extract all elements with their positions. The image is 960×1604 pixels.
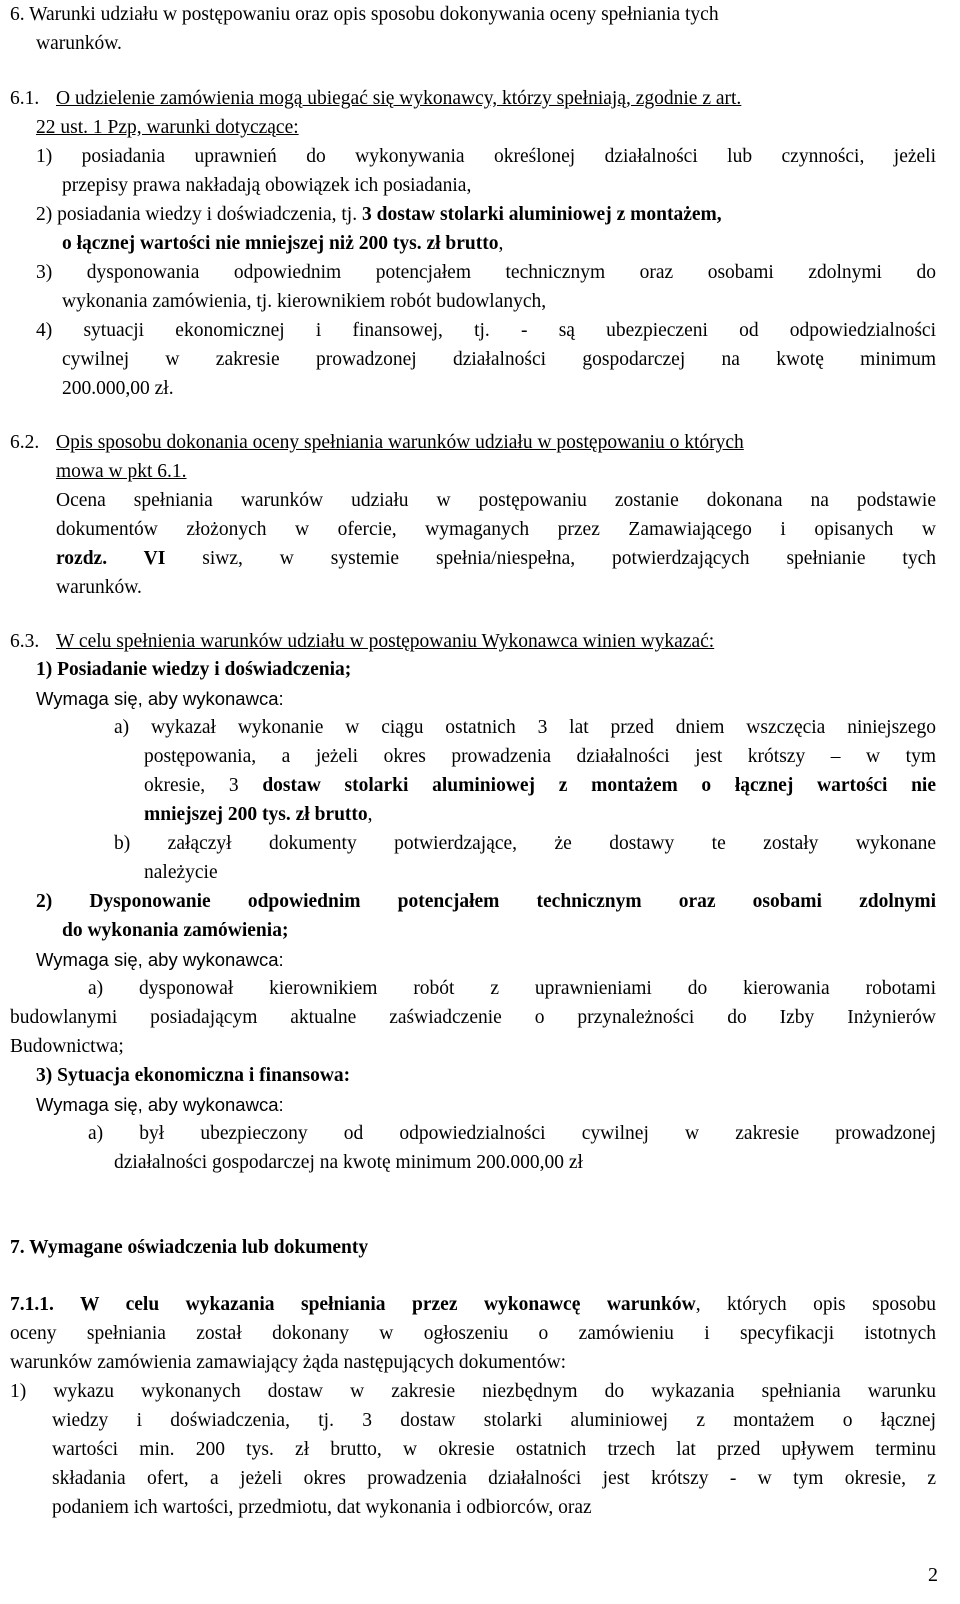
requirement-2-heading-line2: do wykonania zamówienia;: [62, 920, 289, 941]
condition-2-line1: [36, 200, 722, 229]
condition-2-value: o łącznej wartości nie mniejszej niż 200 tys. zł brutto: [62, 233, 499, 254]
section-6-1-line2-text: 22 ust. 1 Pzp, warunki dotyczące:: [36, 117, 299, 138]
requirement-2a-line2: budowlanymi posiadającym aktualne zaświadczenie o przynależności do Izby Inżynierów: [10, 1007, 936, 1028]
condition-3-line2: wykonania zamówienia, tj. kierownikiem robót budowlanych,: [62, 291, 547, 312]
section-7-1-1-line2: oceny spełniania został dokonany w ogłoszeniu o zamówieniu i specyfikacji istotnych: [10, 1323, 936, 1344]
requirement-3-heading: 3) Sytuacja ekonomiczna i finansowa:: [36, 1065, 351, 1086]
page-number: 2: [928, 1564, 938, 1586]
document-1-line3: wartości min. 200 tys. zł brutto, w okresie ostatnich trzech lat przed upływem terminu: [52, 1439, 936, 1460]
section-6-2-number: 6.2.: [10, 432, 40, 453]
requirement-3-intro: Wymaga się, aby wykonawca:: [36, 1094, 284, 1115]
requirement-1a-value: mniejszej 200 tys. zł brutto: [144, 804, 368, 825]
section-6-2-title-line1: Opis sposobu dokonania oceny spełniania warunków udziału w postępowaniu o których: [56, 432, 744, 453]
section-6-3-number: 6.3.: [10, 631, 40, 652]
condition-1-line1: 1) posiadania uprawnień do wykonywania określonej działalności lub czynności, jeżeli: [36, 146, 936, 167]
condition-4-line3: 200.000,00 zł.: [62, 378, 174, 399]
document-1-line4: składania ofert, a jeżeli okres prowadzenia działalności jest krótszy - w tym okresie, z: [52, 1468, 936, 1489]
condition-2-line2: [62, 229, 503, 258]
condition-1-line2: przepisy prawa nakładają obowiązek ich posiadania,: [62, 175, 472, 196]
section-7-1-1-line1: [10, 1290, 936, 1319]
requirement-2-intro: Wymaga się, aby wykonawca:: [36, 949, 284, 970]
section-6-2-ref: rozdz. VI: [56, 548, 166, 569]
condition-4-line1: 4) sytuacji ekonomicznej i finansowej, tj. - są ubezpieczeni od odpowiedzialności: [36, 320, 936, 341]
requirement-1a-line1: a) wykazał wykonanie w ciągu ostatnich 3 lat przed dniem wszczęcia niniejszego: [114, 717, 936, 738]
requirement-3a-line2: działalności gospodarczej na kwotę minimum 200.000,00 zł: [114, 1152, 583, 1173]
section-6-2-para-line2: dokumentów złożonych w ofercie, wymaganych przez Zamawiającego i opisanych w: [56, 519, 936, 540]
section-6-1-line2: [36, 113, 299, 142]
requirement-1a-comma: ,: [367, 804, 373, 825]
requirement-1a-line4: [144, 800, 373, 829]
condition-2-bold: 3 dostaw stolarki aluminiowej z montażem,: [361, 204, 722, 225]
requirement-1a-line3-text: okresie, 3: [144, 775, 263, 796]
requirement-1b-line1: b) załączył dokumenty potwierdzające, że dostawy te zostały wykonane: [114, 833, 936, 854]
requirement-2-heading-line1: 2) Dysponowanie odpowiednim potencjałem technicznym oraz osobami zdolnymi: [36, 891, 936, 912]
requirement-1a-line2: postępowania, a jeżeli okres prowadzenia działalności jest krótszy – w tym: [144, 746, 936, 767]
condition-2-comma: ,: [498, 233, 504, 254]
section-6-heading-line1: 6. Warunki udziału w postępowaniu oraz opis sposobu dokonywania oceny spełniania tych: [10, 4, 719, 25]
section-7-heading: 7. Wymagane oświadczenia lub dokumenty: [10, 1237, 369, 1258]
section-6-3-title: W celu spełnienia warunków udziału w postępowaniu Wykonawca winien wykazać:: [56, 631, 715, 652]
section-6-2-para-line4: warunków.: [56, 577, 142, 598]
document-1-line2: wiedzy i doświadczenia, tj. 3 dostaw stolarki aluminiowej z montażem o łącznej: [52, 1410, 936, 1431]
requirement-1a-line3-bold: dostaw stolarki aluminiowej z montażem o łącznej wartości nie: [262, 775, 937, 796]
section-6-2-para-line3-text: siwz, w systemie spełnia/niespełna, potwierdzających spełnianie tych: [165, 548, 937, 569]
section-6-heading-line2: warunków.: [36, 33, 122, 54]
section-7-1-1-line1-text: , których opis sposobu: [695, 1294, 937, 1315]
section-7-1-1-line3: warunków zamówienia zamawiający żąda następujących dokumentów:: [10, 1352, 567, 1373]
requirement-3a-line1: a) był ubezpieczony od odpowiedzialności cywilnej w zakresie prowadzonej: [88, 1123, 936, 1144]
requirement-1a-line3: [144, 771, 936, 800]
section-6-2-title-line2: mowa w pkt 6.1.: [56, 461, 187, 482]
requirement-1-heading: 1) Posiadanie wiedzy i doświadczenia;: [36, 659, 352, 680]
requirement-1b-line2: należycie: [144, 862, 218, 883]
section-7-1-1-number: 7.1.1.: [10, 1294, 54, 1315]
requirement-1-intro: Wymaga się, aby wykonawca:: [36, 688, 284, 709]
document-1-line1: 1) wykazu wykonanych dostaw w zakresie niezbędnym do wykazania spełniania warunku: [10, 1381, 936, 1402]
condition-3-line1: 3) dysponowania odpowiednim potencjałem technicznym oraz osobami zdolnymi do: [36, 262, 936, 283]
section-6-1-number: 6.1.: [10, 88, 40, 109]
section-6-1-line1: O udzielenie zamówienia mogą ubiegać się wykonawcy, którzy spełniają, zgodnie z art.: [56, 88, 742, 109]
condition-4-line2: cywilnej w zakresie prowadzonej działalności gospodarczej na kwotę minimum: [62, 349, 936, 370]
document-1-line5: podaniem ich wartości, przedmiotu, dat wykonania i odbiorców, oraz: [52, 1497, 592, 1518]
requirement-2a-line3: Budownictwa;: [10, 1036, 124, 1057]
section-7-1-1-bold: W celu wykazania spełniania przez wykonawcę warunków: [53, 1294, 696, 1315]
requirement-2a-line1: a) dysponował kierownikiem robót z uprawnieniami do kierowania robotami: [88, 978, 936, 999]
condition-2-text: 2) posiadania wiedzy i doświadczenia, tj.: [36, 204, 362, 225]
section-6-2-para-line1: Ocena spełniania warunków udziału w postępowaniu zostanie dokonana na podstawie: [56, 490, 936, 511]
section-6-2-para-line3: [56, 544, 936, 573]
